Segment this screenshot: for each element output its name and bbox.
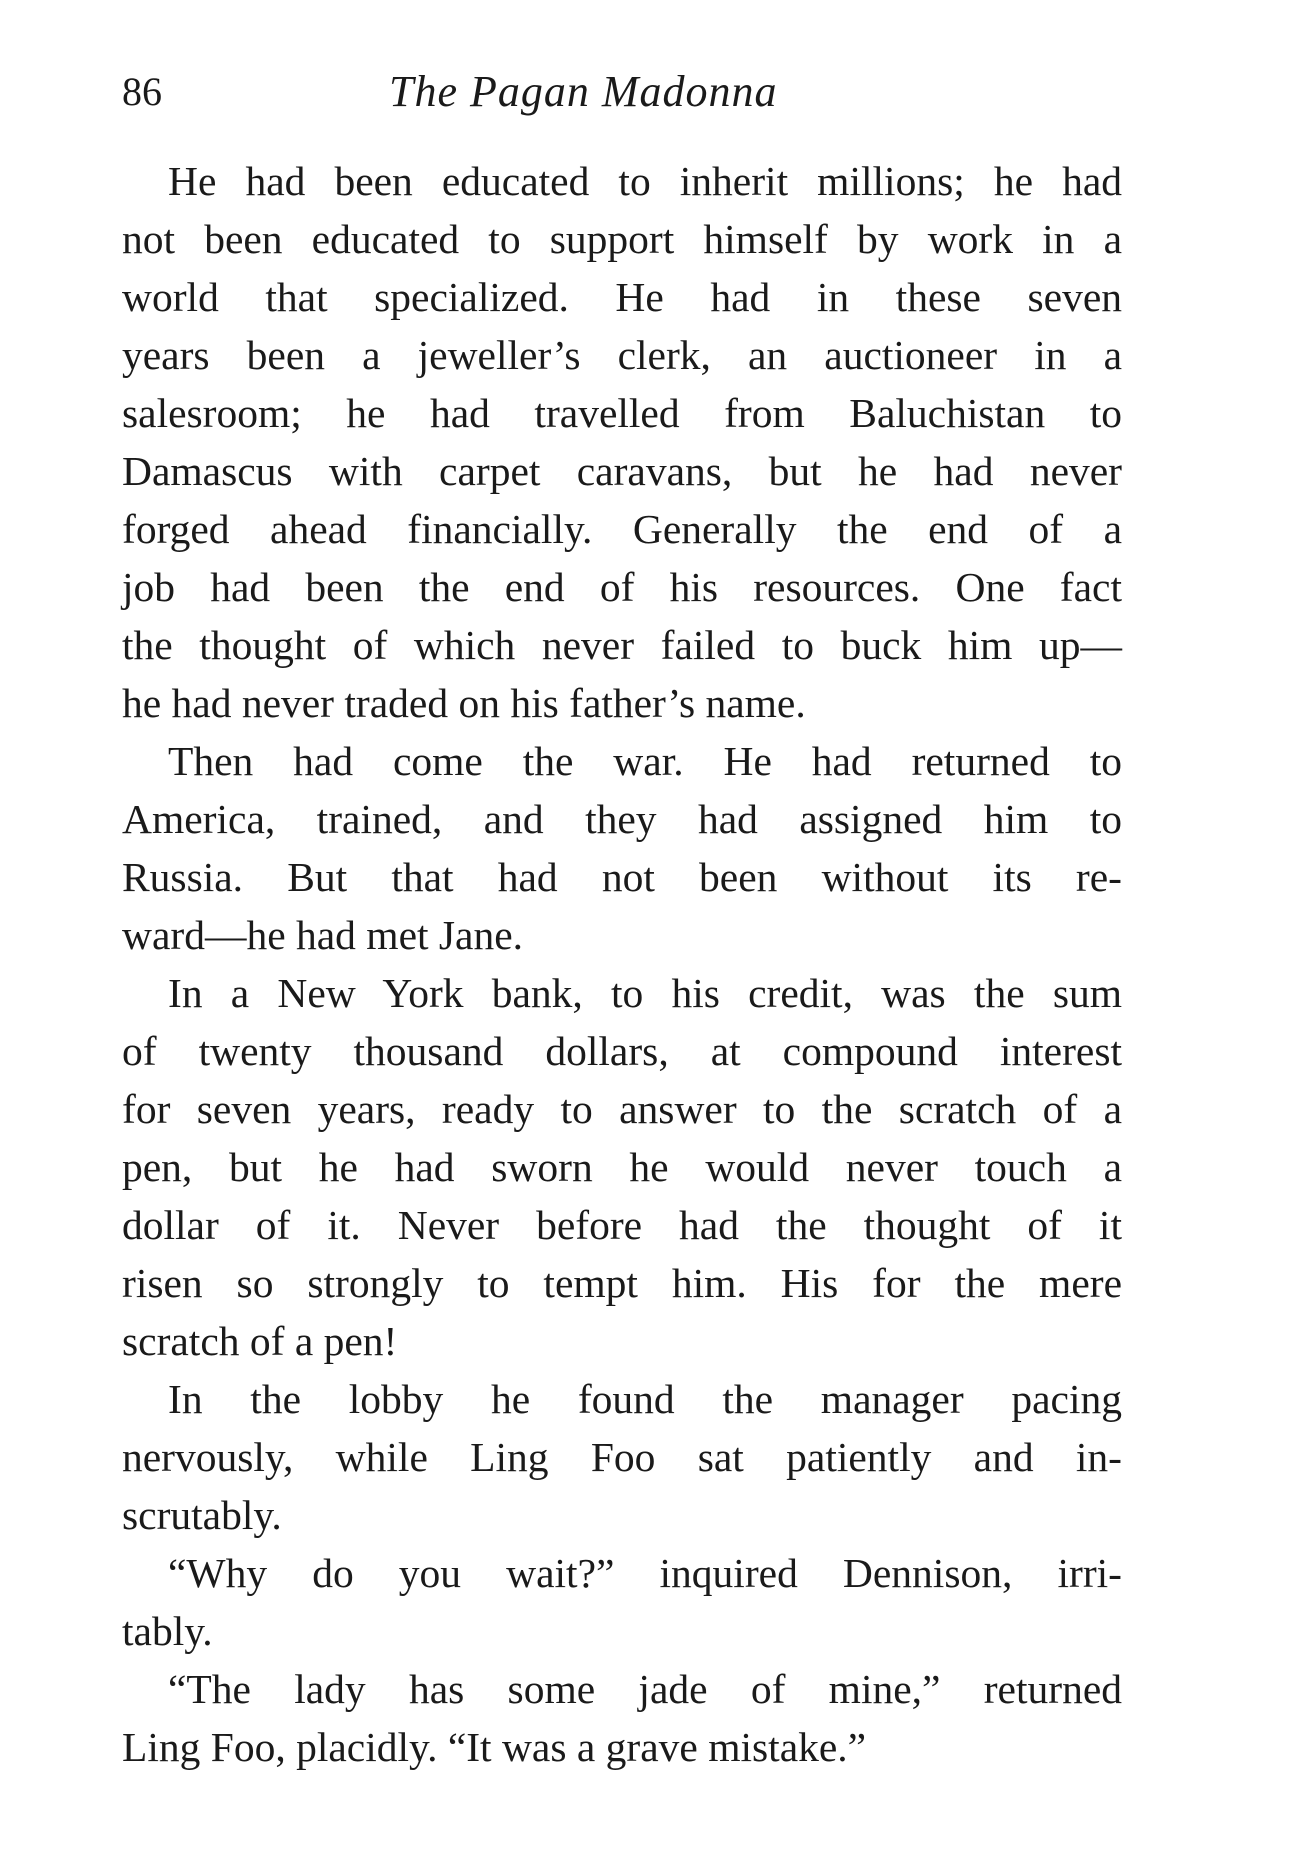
text-line: not been educated to support himself by work in a — [122, 216, 1122, 262]
text-line: tably. — [122, 1608, 213, 1654]
text-line: world that specialized. He had in these seven — [122, 274, 1122, 320]
paragraph-1 — [122, 152, 1122, 732]
text-line: for seven years, ready to answer to the scratch of a — [122, 1086, 1122, 1132]
text-line: ward—he had met Jane. — [122, 912, 524, 958]
text-line: forged ahead financially. Generally the end of a — [122, 506, 1122, 552]
text-line: nervously, while Ling Foo sat patiently and in- — [122, 1434, 1122, 1480]
text-line: “The lady has some jade of mine,” returned — [168, 1666, 1122, 1712]
text-line: risen so strongly to tempt him. His for the mere — [122, 1260, 1122, 1306]
text-line: Damascus with carpet caravans, but he had never — [122, 448, 1122, 494]
page-number: 86 — [122, 69, 162, 114]
page-header — [122, 62, 1122, 122]
text-line: scrutably. — [122, 1492, 282, 1538]
paragraph-4 — [122, 1370, 1122, 1544]
running-title: The Pagan Madonna — [389, 67, 778, 116]
text-line: Then had come the war. He had returned to — [168, 738, 1122, 784]
text-line: Ling Foo, placidly. “It was a grave mistake.” — [122, 1724, 867, 1770]
text-line: pen, but he had sworn he would never touch a — [122, 1144, 1122, 1190]
text-line: scratch of a pen! — [122, 1318, 398, 1364]
text-line: years been a jeweller’s clerk, an auctioneer in a — [122, 332, 1122, 378]
text-line: dollar of it. Never before had the thought of it — [122, 1202, 1122, 1248]
text-line: In the lobby he found the manager pacing — [168, 1376, 1122, 1422]
text-line: In a New York bank, to his credit, was the sum — [168, 970, 1122, 1016]
text-line: America, trained, and they had assigned him to — [122, 796, 1122, 842]
paragraph-3 — [122, 964, 1122, 1370]
text-line: salesroom; he had travelled from Baluchistan to — [122, 390, 1122, 436]
text-line: the thought of which never failed to buck him up— — [122, 622, 1122, 668]
text-line: job had been the end of his resources. One fact — [122, 564, 1122, 610]
paragraph-2 — [122, 732, 1122, 964]
body-text — [122, 152, 1122, 1776]
paragraph-5 — [122, 1544, 1122, 1660]
text-line: He had been educated to inherit millions; he had — [168, 158, 1122, 204]
text-line: he had never traded on his father’s name. — [122, 680, 806, 726]
text-line: of twenty thousand dollars, at compound interest — [122, 1028, 1122, 1074]
paragraph-6 — [122, 1660, 1122, 1776]
text-line: “Why do you wait?” inquired Dennison, irri- — [168, 1550, 1122, 1596]
text-line: Russia. But that had not been without its re- — [122, 854, 1122, 900]
